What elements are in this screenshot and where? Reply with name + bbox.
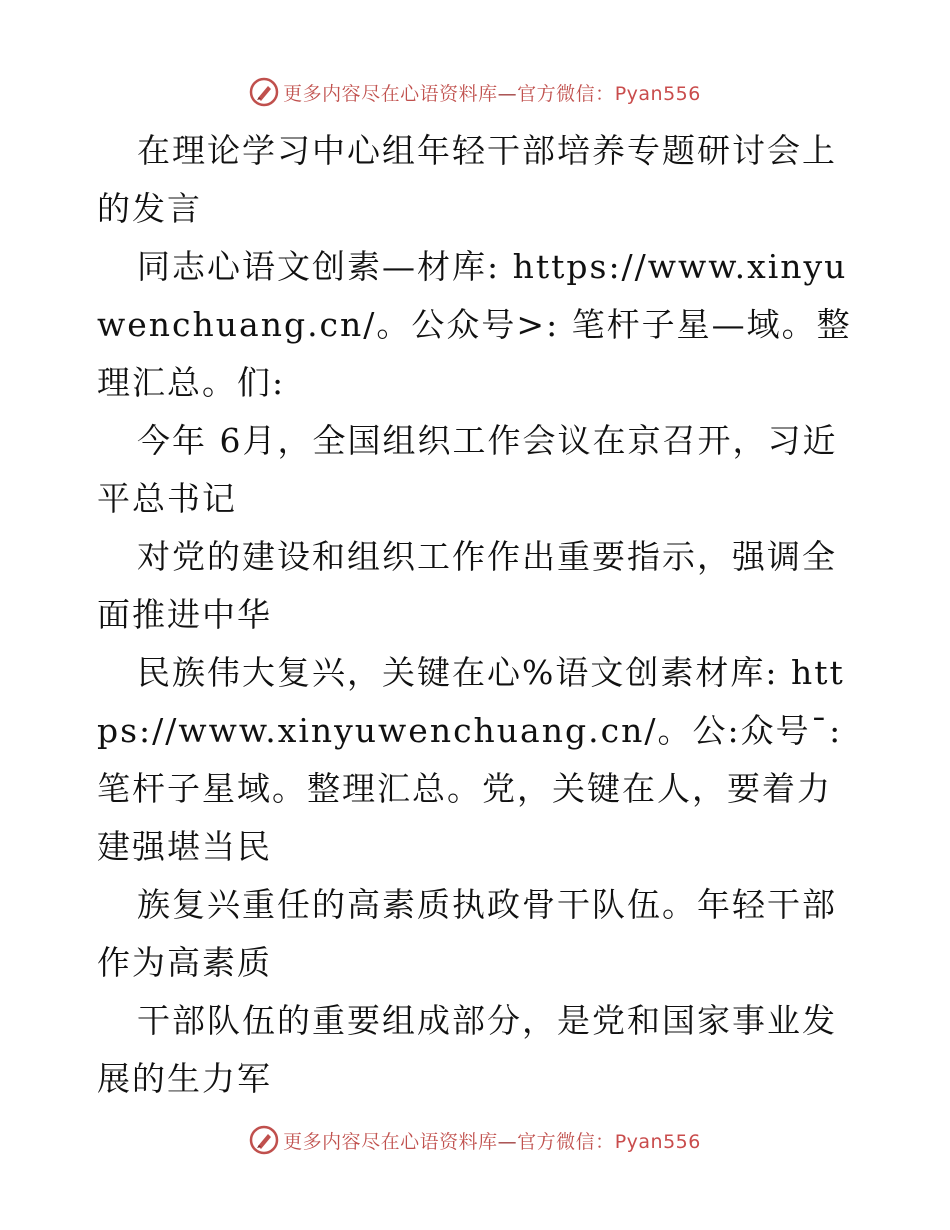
footer-handle: Pyan556 — [614, 1130, 701, 1153]
footer-site-name: 更多内容尽在心语资料库 — [283, 1130, 498, 1153]
header-handle: Pyan556 — [614, 82, 701, 105]
footer-separator: — — [497, 1130, 518, 1153]
header-banner — [0, 72, 950, 112]
footer-contact-label: 官方微信： — [517, 1130, 615, 1153]
header-separator: — — [497, 82, 518, 105]
document-body — [97, 122, 857, 1108]
paragraph: 族复兴重任的高素质执政骨干队伍。年轻干部作为高素质 — [97, 885, 837, 982]
header-contact-label: 官方微信： — [517, 82, 615, 105]
paragraph: 民族伟大复兴，关键在心%语文创素材库: https://www.xinyuwenchuang.cn/。公:众号¯: 笔杆子星域。整理汇总。党，关键在人，要着力建强堪当民 — [97, 653, 845, 866]
paragraph-salutation: 同志心语文创素—材库: https://www.xinyuwenchuang.cn/。公众号>: 笔杆子星—域。整理汇总。们: — [97, 247, 852, 402]
footer-banner-text — [283, 1127, 701, 1154]
paragraph-title: 在理论学习中心组年轻干部培养专题研讨会上的发言 — [97, 131, 837, 228]
footer-banner — [0, 1120, 950, 1160]
pen-logo-icon — [249, 77, 279, 107]
header-banner-text — [283, 79, 701, 106]
pen-logo-icon — [249, 1125, 279, 1155]
header-site-name: 更多内容尽在心语资料库 — [283, 82, 498, 105]
paragraph: 干部队伍的重要组成部分，是党和国家事业发展的生力军 — [97, 1001, 837, 1098]
paragraph: 对党的建设和组织工作作出重要指示，强调全面推进中华 — [97, 537, 837, 634]
paragraph: 今年 6月，全国组织工作会议在京召开，习近平总书记 — [97, 421, 838, 518]
